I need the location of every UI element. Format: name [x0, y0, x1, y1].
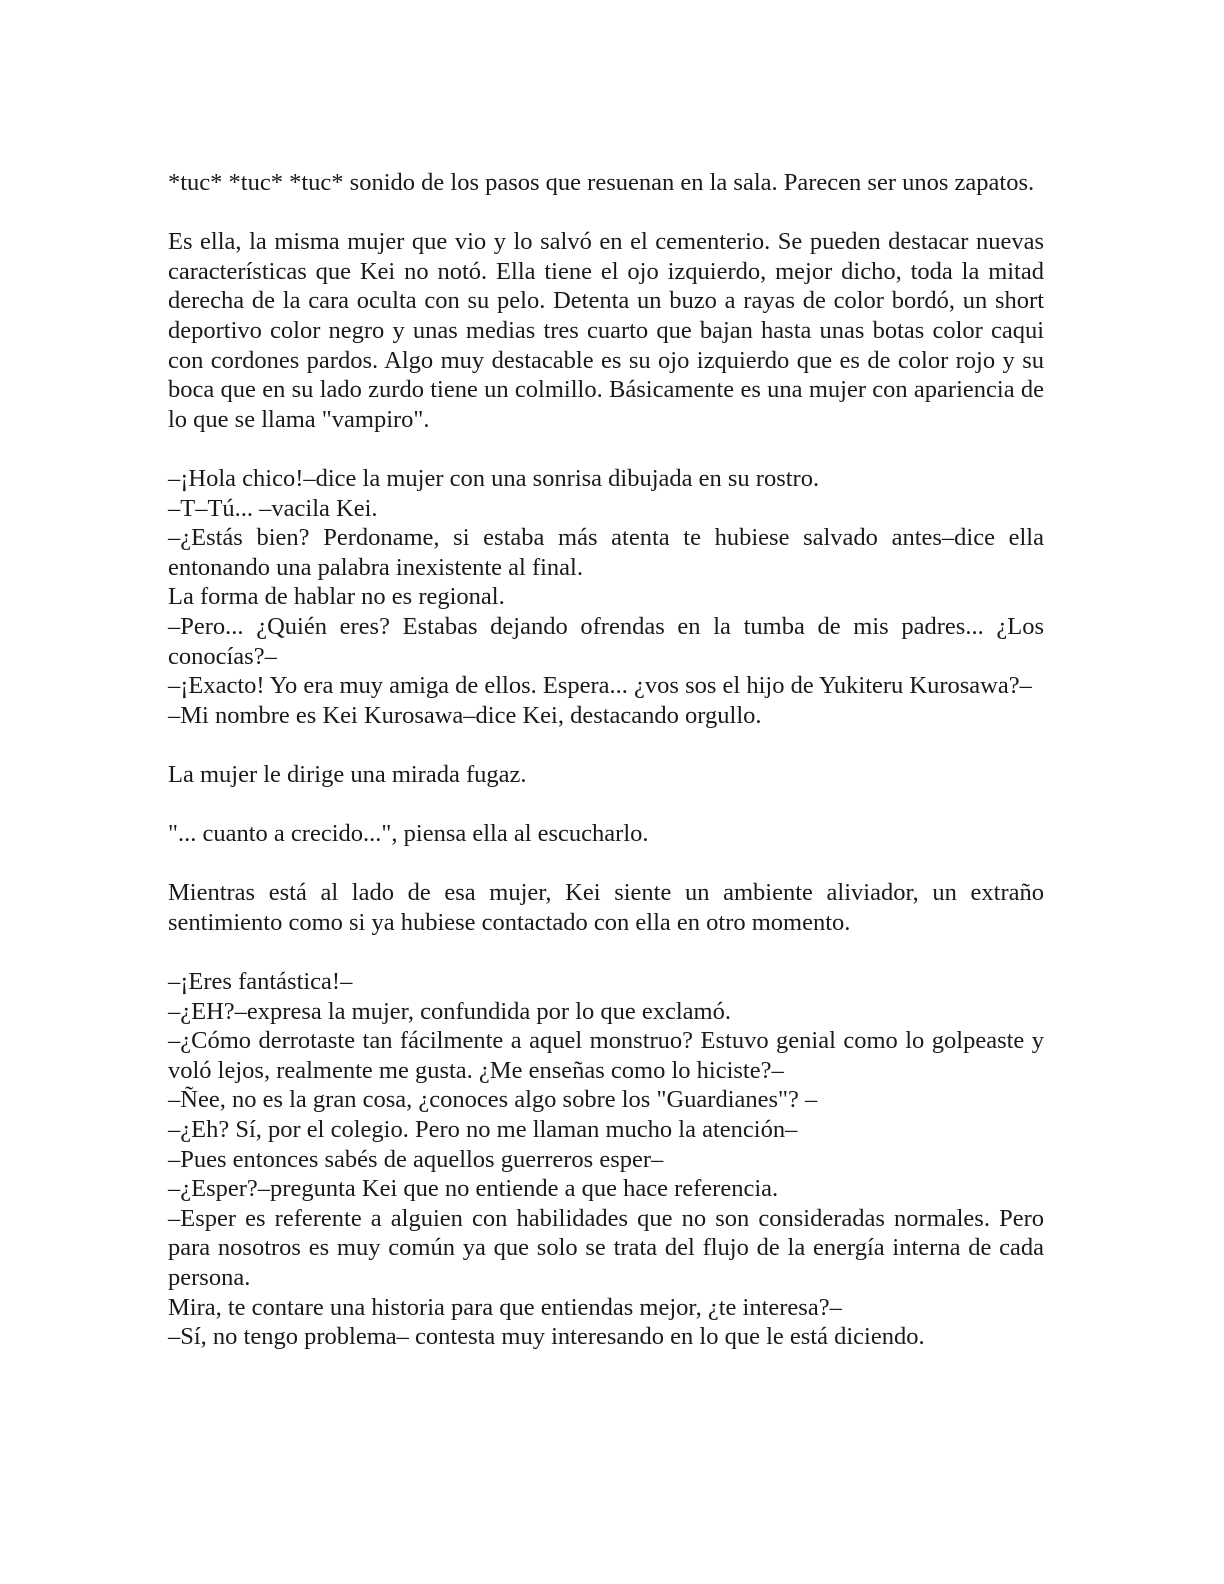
dialogue-line: –T–Tú... –vacila Kei.	[168, 494, 378, 522]
dialogue-line: –¿Cómo derrotaste tan fácilmente a aquel monstruo? Estuvo genial como lo golpeaste y voló lejos, realmente me gusta. ¿Me enseñas como lo hiciste?–	[168, 1027, 1044, 1084]
dialogue-line: –Pero... ¿Quién eres? Estabas dejando ofrendas en la tumba de mis padres... ¿Los conocías?–	[168, 612, 1044, 670]
dialogue-line: –¿EH?–expresa la mujer, confundida por lo que exclamó.	[168, 997, 731, 1025]
paragraph-feeling: Mientras está al lado de esa mujer, Kei siente un ambiente aliviador, un extraño sentimiento como si ya hubiese contactado con ella en otro momento.	[168, 879, 1044, 936]
paragraph-thought: "... cuanto a crecido...", piensa ella al escucharlo.	[168, 820, 649, 848]
dialogue-line: –¡Exacto! Yo era muy amiga de ellos. Espera... ¿vos sos el hijo de Yukiteru Kurosawa?–	[168, 672, 1032, 700]
dialogue-line: –Mi nombre es Kei Kurosawa–dice Kei, destacando orgullo.	[168, 701, 762, 729]
paragraph-glance: La mujer le dirige una mirada fugaz.	[168, 760, 527, 788]
dialogue-line: –Sí, no tengo problema– contesta muy interesando en lo que le está diciendo.	[168, 1323, 925, 1351]
dialogue-line: –¡Eres fantástica!–	[168, 968, 353, 996]
dialogue-block-1	[168, 464, 1044, 730]
dialogue-line: –¡Hola chico!–dice la mujer con una sonrisa dibujada en su rostro.	[168, 464, 820, 492]
dialogue-block-2	[168, 967, 1044, 1352]
paragraph-description: Es ella, la misma mujer que vio y lo salvó en el cementerio. Se pueden destacar nuevas características que Kei no notó. Ella tiene el ojo izquierdo, mejor dicho, toda la mitad derecha de la cara oculta con su pelo. Detenta un buzo a rayas de color bordó, un short deportivo color negro y unas medias tres cuarto que bajan hasta unas botas color caqui con cordones pardos. Algo muy destacable es su ojo izquierdo que es de color rojo y su boca que en su lado zurdo tiene un colmillo. Básicamente es una mujer con apariencia de lo que se llama "vampiro".	[168, 228, 1044, 433]
document-page	[168, 168, 1044, 1352]
dialogue-line: –¿Esper?–pregunta Kei que no entiende a que hace referencia.	[168, 1175, 779, 1203]
dialogue-line: –Ñee, no es la gran cosa, ¿conoces algo sobre los "Guardianes"? –	[168, 1086, 818, 1114]
dialogue-line: –¿Eh? Sí, por el colegio. Pero no me llaman mucho la atención–	[168, 1116, 798, 1143]
dialogue-line: –¿Estás bien? Perdoname, si estaba más atenta te hubiese salvado antes–dice ella entonando una palabra inexistente al final.	[168, 524, 1044, 581]
dialogue-line: La forma de hablar no es regional.	[168, 583, 505, 611]
dialogue-line: Mira, te contare una historia para que entiendas mejor, ¿te interesa?–	[168, 1293, 842, 1321]
dialogue-line: –Pues entonces sabés de aquellos guerreros esper–	[168, 1145, 664, 1173]
dialogue-line: –Esper es referente a alguien con habilidades que no son consideradas normales. Pero para nosotros es muy común ya que solo se trata del flujo de la energía interna de cada persona.	[168, 1204, 1044, 1291]
paragraph-footsteps: *tuc* *tuc* *tuc* sonido de los pasos que resuenan en la sala. Parecen ser unos zapatos.	[168, 169, 1035, 196]
